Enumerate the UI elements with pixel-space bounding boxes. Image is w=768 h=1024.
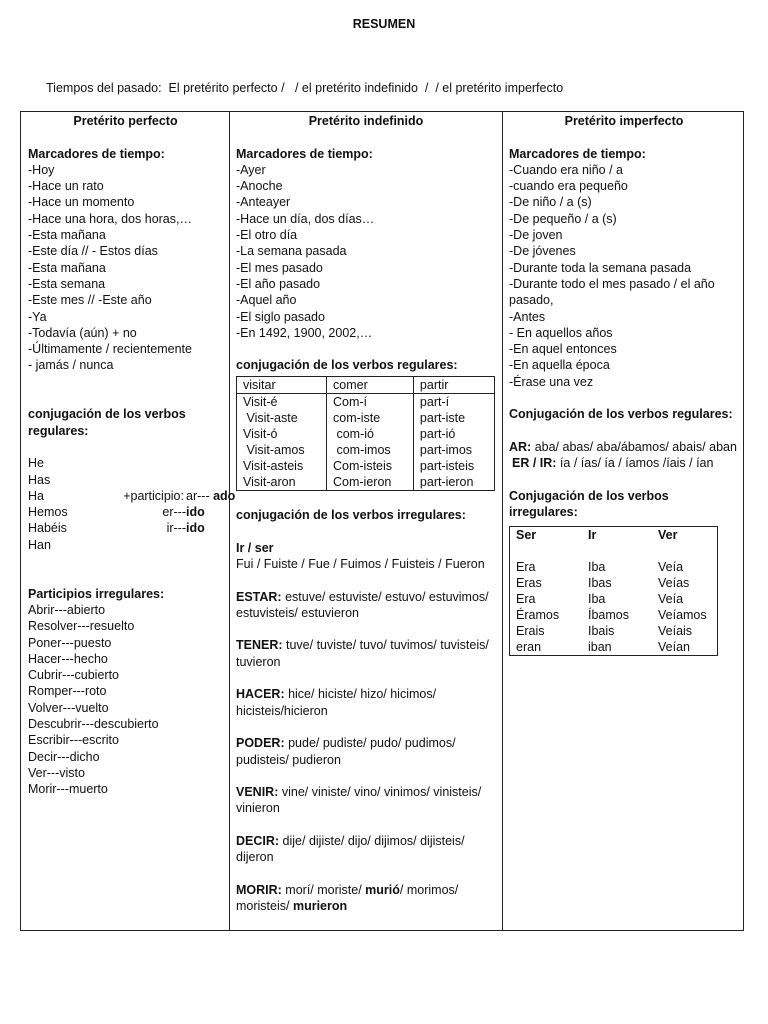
verb-forms: estuve/ estuviste/ estuvo/ estuvimos/ estuvisteis/ estuvieron	[236, 589, 489, 620]
summary-table	[20, 111, 744, 931]
list-item: Hacer---hecho	[28, 651, 108, 666]
verb-name: HACER:	[236, 687, 285, 702]
verb-forms: morí/ moriste/	[281, 882, 366, 897]
ending-forms: ía / ías/ ía / íamos /íais / ían	[556, 456, 714, 471]
verb-forms: Fui / Fuiste / Fue / Fuimos / Fuisteis / Fueron	[236, 556, 485, 571]
list-item: -El otro día	[236, 228, 298, 243]
table-cell: Com-í	[327, 393, 414, 410]
pronoun: Ha	[28, 488, 44, 503]
column-heading: Pretérito indefinido	[308, 114, 424, 128]
table-cell: Visit-ó	[243, 426, 278, 441]
list-item: - jamás / nunca	[28, 358, 114, 373]
ending-stem: er---	[162, 505, 186, 520]
irregular-verb-poder	[236, 735, 496, 768]
table-row	[237, 474, 495, 491]
table-cell: Íbamos	[588, 608, 629, 623]
column-heading: Pretérito imperfecto	[564, 114, 684, 128]
verb-forms: / morimos/ moristeis/	[236, 882, 459, 914]
verb-name: ESTAR:	[236, 589, 282, 604]
ending-suffix: ido	[186, 505, 205, 520]
irregular-participles-title: Participios irregulares:	[28, 586, 165, 601]
list-item: Descubrir---descubierto	[28, 716, 159, 731]
table-row	[237, 442, 495, 458]
list-item: -Anoche	[236, 179, 283, 194]
list-item: -De joven	[509, 228, 563, 243]
table-header-row	[237, 376, 495, 393]
table-cell: part-ieron	[413, 474, 494, 491]
table-cell: Éramos	[516, 608, 560, 623]
list-item: Cubrir---cubierto	[28, 668, 119, 683]
list-item: -Érase una vez	[509, 374, 594, 389]
table-header-cell: partir	[413, 376, 494, 393]
column-imperfecto	[502, 112, 745, 930]
irregular-participles-list	[28, 602, 223, 798]
list-item: -Este mes // -Este año	[28, 293, 152, 308]
irregular-conjugation-title: conjugación de los verbos irregulares:	[236, 508, 466, 523]
list-item: -Cuando era niño / a	[509, 162, 623, 177]
ending-forms: aba/ abas/ aba/ábamos/ abais/ aban	[531, 439, 737, 454]
markers-list	[28, 162, 223, 374]
list-item: -cuando era pequeño	[509, 179, 628, 194]
table-cell: part-í	[413, 393, 494, 410]
list-item: -De pequeño / a (s)	[509, 211, 617, 226]
participio-label: +participio:	[123, 488, 184, 503]
markers-title: Marcadores de tiempo:	[509, 146, 646, 161]
irregular-verb-tener	[236, 637, 496, 670]
table-cell: Veías	[658, 576, 690, 591]
table-row	[237, 393, 495, 410]
conjugation-title: conjugación de los verbos regulares:	[28, 407, 186, 438]
table-row	[237, 458, 495, 474]
table-cell: Visit-é	[243, 394, 278, 409]
verb-form-highlight: murieron	[292, 899, 348, 914]
list-item: -Durante toda la semana pasada	[509, 260, 692, 275]
list-item: -Hace una hora, dos horas,…	[28, 211, 192, 226]
verb-name: MORIR:	[236, 882, 282, 897]
list-item: -En 1492, 1900, 2002,…	[236, 325, 373, 340]
table-header-cell: comer	[327, 376, 414, 393]
ending-stem: ir---	[166, 521, 186, 536]
ar-endings	[509, 439, 739, 455]
table-header-cell: Ser	[516, 528, 537, 543]
column-indefinido	[229, 112, 502, 930]
table-row	[237, 426, 495, 442]
irregular-verb-hacer	[236, 686, 496, 719]
list-item: -De jóvenes	[509, 244, 576, 259]
subtitle: Tiempos del pasado: El pretérito perfecto / / el pretérito indefinido / / el pretérito imperfecto	[46, 81, 564, 95]
verb-forms: dije/ dijiste/ dijo/ dijimos/ dijisteis/ dijeron	[236, 833, 465, 865]
list-item: Escribir---escrito	[28, 733, 119, 748]
table-row	[237, 410, 495, 426]
list-item: -Hace un momento	[28, 195, 135, 210]
list-item: Resolver---resuelto	[28, 619, 135, 634]
ending-suffix: ado	[213, 488, 236, 503]
irregular-verb-venir	[236, 784, 496, 817]
list-item: Romper---roto	[28, 684, 107, 699]
markers-list	[236, 162, 496, 341]
markers-title: Marcadores de tiempo:	[236, 146, 373, 161]
table-cell: Visit-amos	[243, 442, 305, 457]
list-item: -Antes	[509, 309, 546, 324]
pronoun: Hemos	[28, 505, 68, 520]
table-cell: com-ió	[327, 426, 414, 442]
table-cell: Era	[516, 560, 536, 575]
ending-stem: ar---	[186, 488, 210, 503]
list-item: -Ya	[28, 309, 47, 324]
pronoun: He	[28, 456, 44, 471]
verb-name: PODER:	[236, 736, 285, 751]
table-cell: Ibas	[588, 576, 612, 591]
list-item: -Últimamente / recientemente	[28, 342, 192, 357]
list-item: Abrir---abierto	[28, 602, 106, 617]
irregular-conjugation-title: Conjugación de los verbos irregulares:	[509, 488, 669, 520]
list-item: -Ayer	[236, 162, 266, 177]
irregular-verb-estar	[236, 589, 496, 622]
list-item: -Esta mañana	[28, 228, 106, 243]
table-row	[510, 591, 718, 607]
list-item: -Anteayer	[236, 195, 291, 210]
table-row	[510, 559, 718, 575]
list-item: -Este día // - Estos días	[28, 244, 158, 259]
table-cell: Com-ieron	[327, 474, 414, 491]
table-cell: Eras	[516, 576, 542, 591]
table-header-row	[510, 527, 718, 544]
table-row	[510, 607, 718, 623]
verb-forms: vine/ viniste/ vino/ vinimos/ vinisteis/ vinieron	[236, 785, 482, 816]
table-cell: Veía	[658, 560, 684, 575]
er-ir-endings	[509, 455, 739, 471]
ending-suffix: ido	[186, 521, 205, 536]
table-cell: Com-isteis	[327, 458, 414, 474]
table-cell: eran	[516, 640, 542, 655]
haber-conjugation	[28, 455, 236, 553]
verb-forms: hice/ hiciste/ hizo/ hicimos/ hicisteis/hicieron	[236, 687, 437, 718]
list-item: -En aquel entonces	[509, 342, 617, 357]
list-item: -Aquel año	[236, 293, 297, 308]
list-item: -Hoy	[28, 162, 55, 177]
list-item: -El siglo pasado	[236, 309, 325, 324]
table-header-cell: Ir	[588, 528, 597, 543]
verb-name: Ir / ser	[236, 540, 274, 555]
list-item: -Esta mañana	[28, 260, 106, 275]
list-item: -De niño / a (s)	[509, 195, 592, 210]
ending-label: ER / IR:	[512, 456, 557, 471]
page-title: RESUMEN	[352, 17, 416, 31]
column-heading: Pretérito perfecto	[73, 114, 178, 128]
table-cell: Veía	[658, 592, 684, 607]
table-cell: Iba	[588, 560, 606, 575]
list-item: -Esta semana	[28, 276, 106, 291]
verb-forms: pude/ pudiste/ pudo/ pudimos/ pudisteis/ pudieron	[236, 736, 456, 767]
irregular-verb-decir	[236, 833, 496, 866]
list-item: -Hace un rato	[28, 179, 104, 194]
verb-name: DECIR:	[236, 833, 280, 848]
table-cell: iban	[588, 640, 612, 655]
table-cell: Erais	[516, 624, 545, 639]
list-item: -Todavía (aún) + no	[28, 325, 137, 340]
list-item: -Durante todo el mes pasado / el año pasado,	[509, 276, 715, 308]
conjugation-title: conjugación de los verbos regulares:	[236, 358, 458, 373]
table-cell: Visit-aste	[243, 410, 298, 425]
table-cell: com-iste	[327, 410, 414, 426]
table-cell: Veían	[658, 640, 690, 655]
table-cell: Visit-aron	[243, 474, 296, 489]
markers-title: Marcadores de tiempo:	[28, 146, 165, 161]
verb-form-highlight: murió	[365, 882, 400, 897]
verb-forms: tuve/ tuviste/ tuvo/ tuvimos/ tuvisteis/ tuvieron	[236, 638, 489, 669]
list-item: -Hace un día, dos días…	[236, 211, 375, 226]
pronoun: Has	[28, 472, 51, 487]
verb-name: TENER:	[236, 638, 283, 653]
table-cell: part-iste	[413, 410, 494, 426]
table-row	[510, 639, 718, 656]
list-item: Volver---vuelto	[28, 700, 109, 715]
table-cell: Veíais	[658, 624, 693, 639]
list-item: -En aquella época	[509, 358, 610, 373]
list-item: -El año pasado	[236, 276, 321, 291]
table-cell: part-ió	[413, 426, 494, 442]
table-cell: Iba	[588, 592, 606, 607]
table-header-cell: Ver	[658, 528, 678, 543]
verb-name: VENIR:	[236, 785, 279, 800]
irregular-verb-morir	[236, 882, 496, 915]
list-item: Poner---puesto	[28, 635, 112, 650]
markers-list	[509, 162, 739, 390]
list-item: -El mes pasado	[236, 260, 323, 275]
irregular-verbs-table	[509, 526, 718, 656]
table-row	[510, 575, 718, 591]
column-perfecto	[21, 112, 236, 930]
list-item: - En aquellos años	[509, 325, 613, 340]
table-cell: Era	[516, 592, 536, 607]
conjugation-title: Conjugación de los verbos regulares:	[509, 407, 733, 422]
table-cell: Visit-asteis	[243, 458, 304, 473]
table-cell: com-imos	[327, 442, 414, 458]
ending-label: AR:	[509, 439, 532, 454]
table-header-cell: visitar	[237, 376, 327, 393]
list-item: Morir---muerto	[28, 782, 108, 797]
table-cell: Veíamos	[658, 608, 707, 623]
table-row	[510, 623, 718, 639]
list-item: Ver---visto	[28, 765, 85, 780]
table-cell: part-imos	[413, 442, 494, 458]
list-item: Decir---dicho	[28, 749, 100, 764]
regular-verbs-table	[236, 376, 495, 491]
table-cell: Ibais	[588, 624, 615, 639]
list-item: -La semana pasada	[236, 244, 347, 259]
pronoun: Habéis	[28, 521, 67, 536]
pronoun: Han	[28, 537, 51, 552]
table-cell: part-isteis	[413, 458, 494, 474]
irregular-verb-ir-ser	[236, 540, 496, 573]
